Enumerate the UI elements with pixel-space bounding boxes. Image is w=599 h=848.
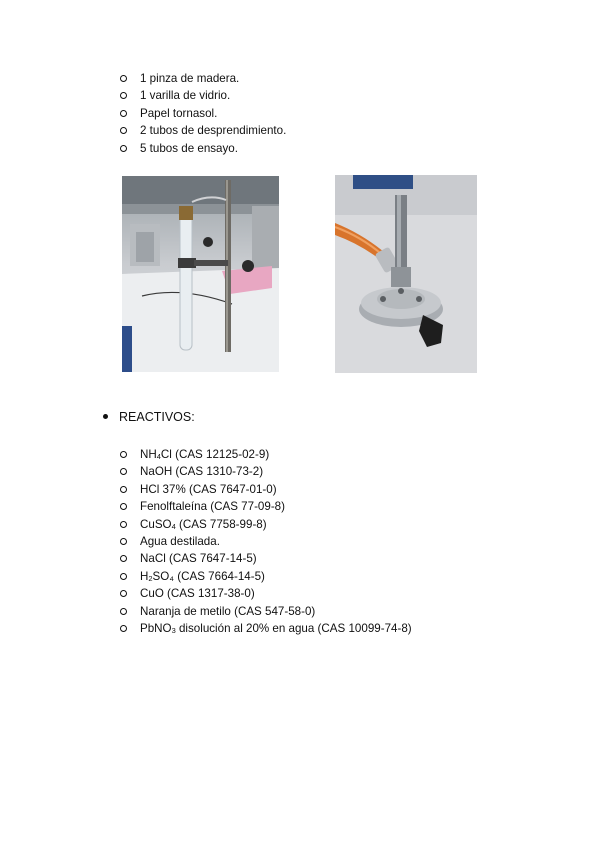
hollow-circle-bullet-icon bbox=[120, 486, 127, 493]
hollow-circle-bullet-icon bbox=[120, 127, 127, 134]
hollow-circle-bullet-icon bbox=[120, 573, 127, 580]
hollow-circle-bullet-icon bbox=[120, 555, 127, 562]
reagent-text: Agua destilada. bbox=[140, 534, 220, 548]
list-item bbox=[120, 87, 286, 104]
reagent-text: NaCl (CAS 7647-14-5) bbox=[140, 552, 257, 566]
list-item bbox=[120, 550, 412, 567]
bunsen-burner-photo bbox=[335, 175, 477, 373]
reagent-text: H bbox=[140, 569, 149, 583]
section-title: REACTIVOS: bbox=[119, 410, 195, 424]
list-item bbox=[120, 585, 412, 602]
subscript: 2 bbox=[148, 573, 153, 583]
list-item-text: 5 tubos de ensayo. bbox=[140, 141, 238, 155]
list-item bbox=[120, 603, 412, 620]
list-item bbox=[120, 620, 412, 637]
list-item-text: Papel tornasol. bbox=[140, 106, 218, 120]
list-item bbox=[120, 122, 286, 139]
subscript: 3 bbox=[171, 625, 176, 635]
subscript: 4 bbox=[156, 452, 161, 461]
reagent-text: NaOH (CAS 1310-73-2) bbox=[140, 465, 264, 479]
reagent-text: Naranja de metilo (CAS 547-58-0) bbox=[140, 604, 316, 618]
materials-list bbox=[120, 70, 286, 157]
list-item-text: 2 tubos de desprendimiento. bbox=[140, 124, 287, 138]
hollow-circle-bullet-icon bbox=[120, 538, 127, 545]
reagent-text: CuO (CAS 1317-38-0) bbox=[140, 587, 255, 601]
list-item bbox=[120, 463, 412, 480]
list-item bbox=[120, 70, 286, 87]
list-item bbox=[120, 446, 412, 463]
reagent-text-tail: (CAS 7758-99-8) bbox=[175, 517, 267, 531]
list-item-text: 1 pinza de madera. bbox=[140, 72, 240, 85]
list-item bbox=[120, 498, 412, 515]
reactivos-list bbox=[120, 446, 412, 637]
reagent-text-tail: disolución al 20% en agua (CAS 10099-74-8) bbox=[175, 621, 412, 635]
hollow-circle-bullet-icon bbox=[120, 451, 127, 458]
hollow-circle-bullet-icon bbox=[120, 503, 127, 510]
hollow-circle-bullet-icon bbox=[120, 468, 127, 475]
subscript: 4 bbox=[171, 521, 176, 531]
list-item bbox=[120, 516, 412, 533]
list-item bbox=[120, 481, 412, 498]
reagent-text-tail: SO₄ (CAS 7664-14-5) bbox=[152, 569, 265, 583]
list-item bbox=[120, 568, 412, 585]
list-item bbox=[120, 105, 286, 122]
section-heading bbox=[103, 408, 195, 426]
reagent-text: NH bbox=[140, 448, 157, 461]
hollow-circle-bullet-icon bbox=[120, 590, 127, 597]
hollow-circle-bullet-icon bbox=[120, 92, 127, 99]
list-item bbox=[120, 140, 286, 157]
hollow-circle-bullet-icon bbox=[120, 75, 127, 82]
filled-circle-bullet-icon bbox=[103, 414, 108, 419]
test-tube-stand-photo bbox=[122, 176, 279, 372]
hollow-circle-bullet-icon bbox=[120, 110, 127, 117]
reagent-text: Fenolftaleína (CAS 77-09-8) bbox=[140, 500, 285, 514]
list-item bbox=[120, 533, 412, 550]
hollow-circle-bullet-icon bbox=[120, 145, 127, 152]
reagent-text: CuSO bbox=[140, 517, 172, 531]
reagent-text-tail: Cl (CAS 12125-02-9) bbox=[160, 448, 270, 461]
reagent-text: HCl 37% (CAS 7647-01-0) bbox=[140, 482, 277, 496]
hollow-circle-bullet-icon bbox=[120, 625, 127, 632]
list-item-text: 1 varilla de vidrio. bbox=[140, 89, 231, 103]
hollow-circle-bullet-icon bbox=[120, 608, 127, 615]
reagent-text: PbNO bbox=[140, 621, 172, 635]
hollow-circle-bullet-icon bbox=[120, 521, 127, 528]
